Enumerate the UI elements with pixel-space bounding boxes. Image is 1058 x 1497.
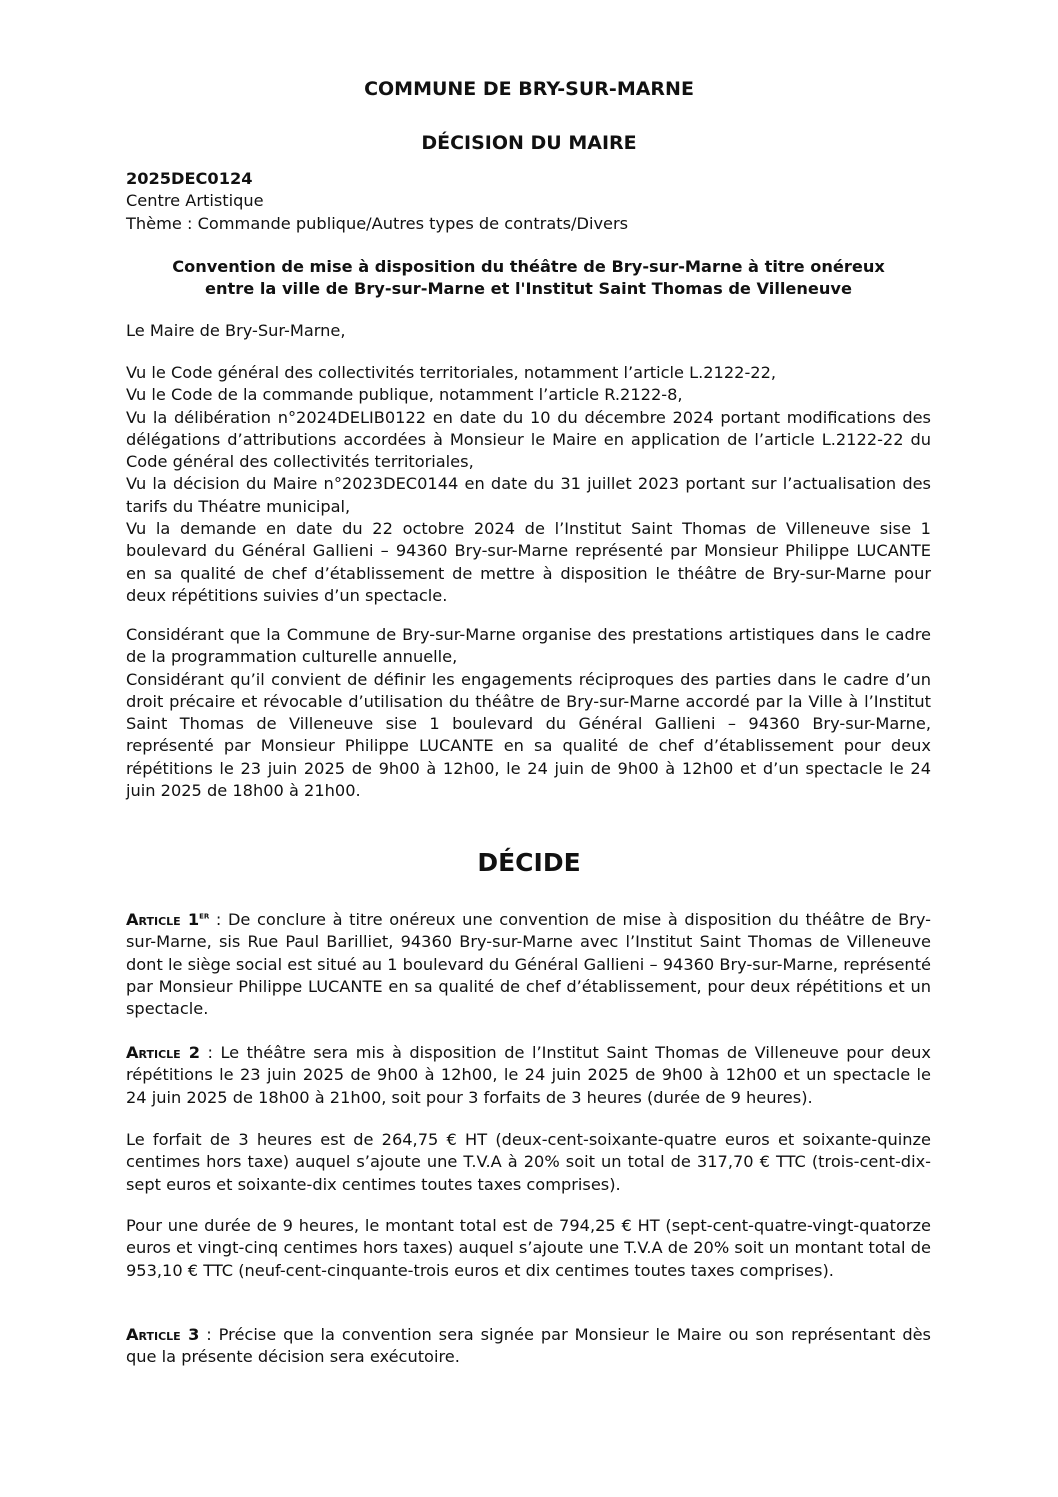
reference-block xyxy=(126,168,931,235)
decide-heading: DÉCIDE xyxy=(477,848,581,877)
article-3 xyxy=(126,1324,931,1369)
article-3-text: : Précise que la convention sera signée par Monsieur le Maire ou son représentant dès que la présente décision sera exécutoire. xyxy=(126,1325,931,1367)
theme-line: Thème : Commande publique/Autres types de contrats/Divers xyxy=(126,213,629,233)
vu-paragraph: Vu la délibération n°2024DELIB0122 en date du 10 du décembre 2024 portant modifications des délégations d’attributions accordées à Monsieur le Maire en application de l’article L.2122-22 du Code général des collectivités territoriales, xyxy=(126,407,931,472)
forfait-paragraph: Le forfait de 3 heures est de 264,75 € HT (deux-cent-soixante-quatre euros et soixante-quinze centimes hors taxe) auquel s’ajoute une T.V.A à 20% soit un total de 317,70 € TTC (trois-cent-dix-sept euros et soixante-dix centimes toutes taxes comprises). xyxy=(126,1130,931,1194)
decision-subject xyxy=(126,256,931,301)
article-2-text: : Le théâtre sera mis à disposition de l’Institut Saint Thomas de Villeneuve pour deux répétitions le 23 juin 2025 de 9h00 à 12h00, le 24 juin 2025 de 9h00 à 12h00 et un spectacle le 24 juin 2025 de 18h00 à 21h00, soit pour 3 forfaits de 3 heures (durée de 9 heures). xyxy=(126,1043,931,1107)
article-3-label: Article 3 xyxy=(126,1325,200,1344)
vu-paragraph: Vu la décision du Maire n°2023DEC0144 en date du 31 juillet 2023 portant sur l’actualisation des tarifs du Théatre municipal, xyxy=(126,474,931,516)
decision-title: DÉCISION DU MAIRE xyxy=(421,132,637,154)
article-2-label: Article 2 xyxy=(126,1043,200,1062)
vus-block xyxy=(126,362,931,607)
article-2 xyxy=(126,1042,931,1109)
vu-paragraph: Vu le Code de la commande publique, notamment l’article R.2122-8, xyxy=(126,385,683,405)
subject-line-1: Convention de mise à disposition du théâtre de Bry-sur-Marne à titre onéreux xyxy=(172,257,885,276)
considerants-block xyxy=(126,624,931,802)
subject-line-2: entre la ville de Bry-sur-Marne et l'Institut Saint Thomas de Villeneuve xyxy=(205,279,852,299)
considerant-paragraph: Considérant qu’il convient de définir les engagements réciproques des parties dans le cadre d’un droit précaire et révocable d’utilisation du théâtre de Bry-sur-Marne accordé par la Ville à l’Institut Saint Thomas de Villeneuve sise 1 boulevard du Général Gallieni – 94360 Bry-sur-Marne, représenté par Monsieur Philippe LUCANTE en sa qualité de chef d’établissement pour deux répétitions le 23 juin 2025 de 9h00 à 12h00, le 24 juin de 9h00 à 12h00 et d’un spectacle le 24 juin 2025 de 18h00 à 21h00. xyxy=(126,669,931,801)
article-1-text: : De conclure à titre onéreux une convention de mise à disposition du théâtre de Bry-sur-Marne, sis Rue Paul Barilliet, 94360 Bry-sur-Marne avec l’Institut Saint Thomas de Villeneuve dont le siège social est situé au 1 boulevard du Général Gallieni – 94360 Bry-sur-Marne, représenté par Monsieur Philippe LUCANTE en sa qualité de chef d’établissement, pour deux répétitions et un spectacle. xyxy=(126,910,931,1019)
vu-paragraph: Vu le Code général des collectivités territoriales, notamment l’article L.2122-22, xyxy=(126,363,777,382)
article-1 xyxy=(126,909,931,1020)
considerant-paragraph: Considérant que la Commune de Bry-sur-Marne organise des prestations artistiques dans le cadre de la programmation culturelle annuelle, xyxy=(126,625,931,667)
article-1-sup: er xyxy=(199,910,210,922)
maire-line: Le Maire de Bry-Sur-Marne, xyxy=(126,321,346,340)
service-name: Centre Artistique xyxy=(126,191,264,211)
commune-title: COMMUNE DE BRY-SUR-MARNE xyxy=(364,78,694,100)
decision-code: 2025DEC0124 xyxy=(126,169,253,188)
vu-paragraph: Vu la demande en date du 22 octobre 2024 de l’Institut Saint Thomas de Villeneuve sise 1 boulevard du Général Gallieni – 94360 Bry-sur-Marne représenté par Monsieur Philippe LUCANTE en sa qualité de chef d’établissement de mettre à disposition le théâtre de Bry-sur-Marne pour deux répétitions suivies d’un spectacle. xyxy=(126,519,931,605)
article-1-label: Article 1er xyxy=(126,910,210,929)
duree-paragraph: Pour une durée de 9 heures, le montant total est de 794,25 € HT (sept-cent-quatre-vingt-quatorze euros et vingt-cinq centimes hors taxes) auquel s’ajoute une T.V.A de 20% soit un montant total de 953,10 € TTC (neuf-cent-cinquante-trois euros et dix centimes toutes taxes comprises). xyxy=(126,1216,931,1280)
